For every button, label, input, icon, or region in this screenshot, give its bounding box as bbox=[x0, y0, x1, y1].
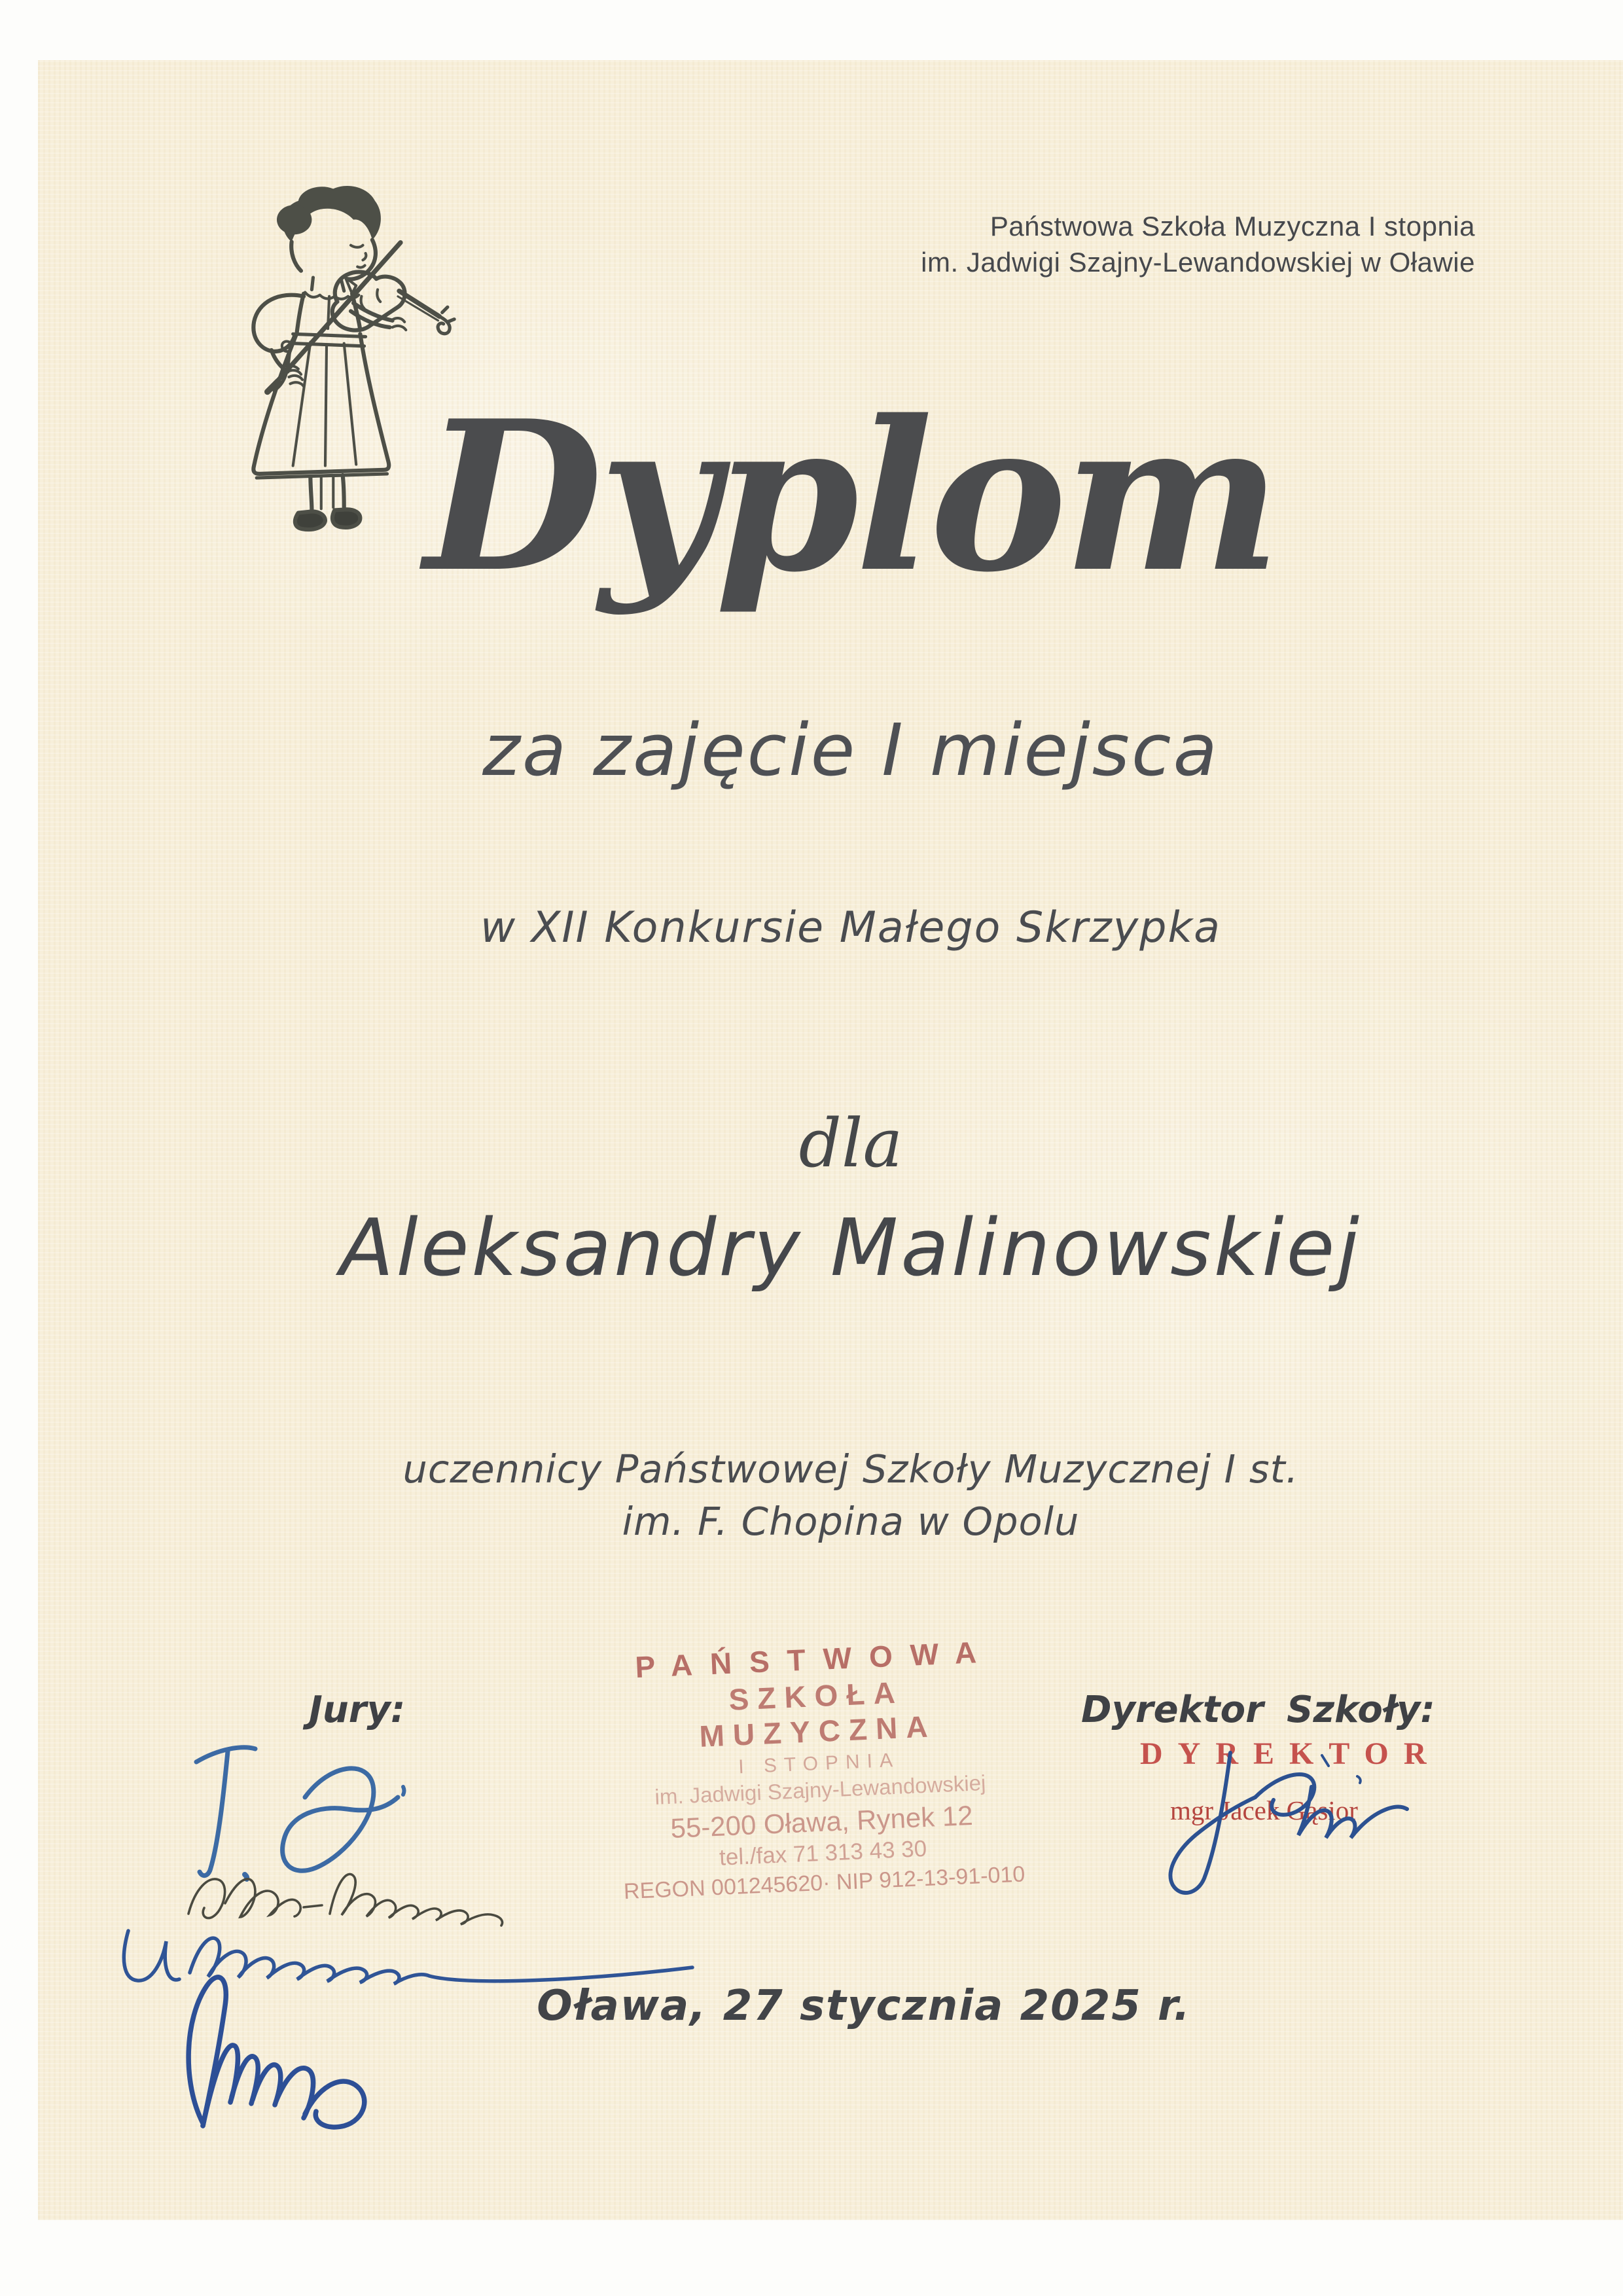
recipient-name: Aleksandry Malinowskiej bbox=[340, 1203, 1362, 1294]
school-header bbox=[921, 208, 1475, 280]
director-stamp-name: mgr Jacek Gąsior bbox=[1170, 1795, 1358, 1825]
school-stamp-line4: im. Jadwigi Szajny-Lewandowskiej bbox=[654, 1770, 987, 1809]
school-stamp-line7: REGON 001245620· NIP 912-13-91-010 bbox=[623, 1861, 1026, 1905]
school-stamp-line5: 55-200 Oława, Rynek 12 bbox=[669, 1799, 974, 1844]
date-line: Oława, 27 stycznia 2025 r. bbox=[537, 1982, 1191, 2030]
school-stamp-line3: I STOPNIA bbox=[738, 1749, 901, 1778]
recipient-school-line1: uczennicy Państwowej Szkoły Muzycznej I st. bbox=[402, 1446, 1299, 1492]
recipient-school bbox=[65, 1443, 1623, 1548]
school-stamp-line6: tel./fax 71 313 43 30 bbox=[719, 1835, 927, 1871]
preposition-dla: dla bbox=[798, 1105, 903, 1183]
award-line: za zajęcie I miejsca bbox=[482, 708, 1219, 792]
director-label: Dyrektor Szkoły: bbox=[1081, 1689, 1435, 1731]
school-stamp bbox=[602, 1632, 1037, 1905]
jury-label: Jury: bbox=[309, 1689, 406, 1731]
director-stamp-title: DYREKTOR bbox=[1140, 1736, 1442, 1771]
school-header-line1: Państwowa Szkoła Muzyczna I stopnia bbox=[990, 211, 1475, 242]
competition-line: w XII Konkursie Małego Skrzypka bbox=[480, 903, 1221, 952]
school-stamp-line1: PAŃSTWOWA bbox=[634, 1634, 995, 1685]
recipient-school-line2: im. F. Chopina w Opolu bbox=[622, 1499, 1080, 1544]
diploma-title: Dyplom bbox=[424, 376, 1277, 618]
director-signature bbox=[1127, 1713, 1421, 1910]
school-stamp-line2: SZKOŁA MUZYCZNA bbox=[698, 1675, 937, 1753]
school-header-line2: im. Jadwigi Szajny-Lewandowskiej w Oławie bbox=[921, 247, 1475, 278]
